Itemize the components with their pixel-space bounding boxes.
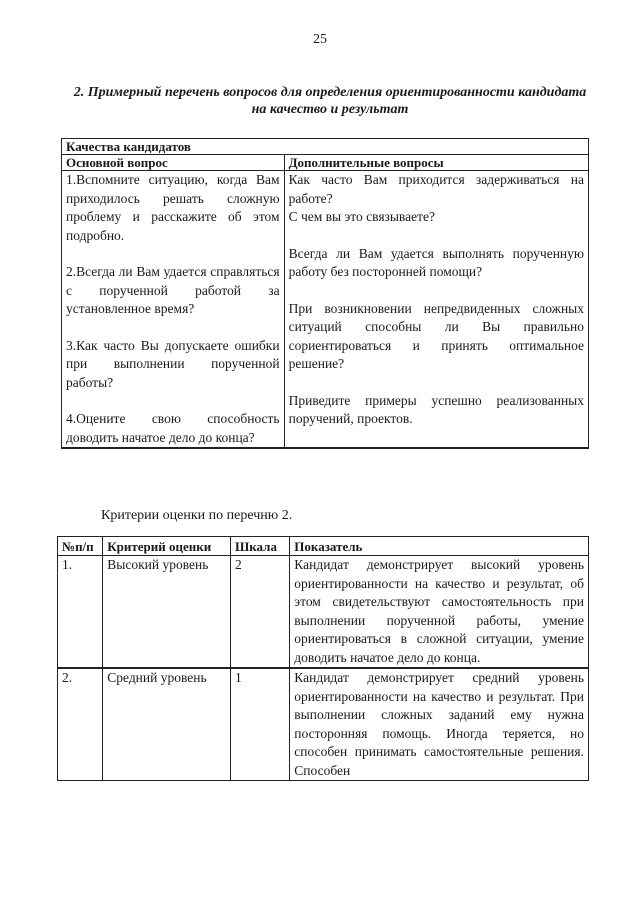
row-criterion: Высокий уровень	[103, 556, 231, 669]
row-criterion: Средний уровень	[103, 668, 231, 781]
header-scale: Шкала	[230, 537, 289, 556]
main-questions-cell	[62, 171, 285, 449]
questions-table	[61, 138, 589, 449]
row-indicator-cell	[290, 668, 589, 781]
row-number: 1.	[58, 556, 103, 669]
row-indicator: Кандидат демонстрирует высокий уровень ориентированности на качество и результат, об этом свидетельствуют самостоятельность при выполнении порученной работы, умение ориентироваться в сложной ситуации, умение доводить начатое дело до конца.	[294, 557, 584, 665]
page-number: 25	[313, 32, 327, 47]
header-indicator: Показатель	[290, 537, 589, 556]
section-heading: 2. Примерный перечень вопросов для определения ориентированности кандидата на качество и результат	[73, 85, 587, 117]
row-scale: 1	[230, 668, 289, 781]
main-question: 4.Оцените свою способность доводить начатое дело до конца?	[66, 411, 280, 445]
extra-question: При возникновении непредвиденных сложных ситуаций способны ли Вы правильно сориентироваться и принять оптимальное решение?	[288, 300, 584, 371]
criteria-table	[57, 536, 589, 781]
row-indicator: Кандидат демонстрирует средний уровень ориентированности на качество и результат. При выполнении сложных заданий ему нужна посторонняя помощь. Иногда теряется, но способен принимать самостоятельные решения. Способен	[294, 670, 584, 778]
extra-question: Как часто Вам приходится задерживаться на работе?	[288, 172, 584, 206]
extra-question: С чем вы это связываете?	[288, 209, 435, 224]
row-number: 2.	[58, 668, 103, 781]
header-number: №п/п	[58, 537, 103, 556]
row-scale: 2	[230, 556, 289, 669]
table-row	[58, 556, 589, 669]
criteria-caption: Критерии оценки по перечню 2.	[101, 508, 293, 523]
extra-questions-cell	[284, 171, 588, 449]
main-question-header: Основной вопрос	[62, 155, 285, 171]
main-question: 2.Всегда ли Вам удается справляться с порученной работой за установленное время?	[66, 264, 280, 316]
main-question: 3.Как часто Вы допускаете ошибки при выполнении порученной работы?	[66, 337, 280, 390]
extra-question: Приведите примеры успешно реализованных поручений, проектов.	[288, 392, 584, 426]
extra-question: Всегда ли Вам удается выполнять порученную работу без посторонней помощи?	[288, 245, 584, 279]
extra-question-header: Дополнительные вопросы	[284, 155, 588, 171]
header-criterion: Критерий оценки	[103, 537, 231, 556]
table-row	[58, 668, 589, 781]
questions-table-title: Качества кандидатов	[62, 139, 589, 155]
main-question: 1.Вспомните ситуацию, когда Вам приходилось решать сложную проблему и расскажите об этом подробно.	[66, 172, 280, 243]
row-indicator-cell	[290, 556, 589, 669]
